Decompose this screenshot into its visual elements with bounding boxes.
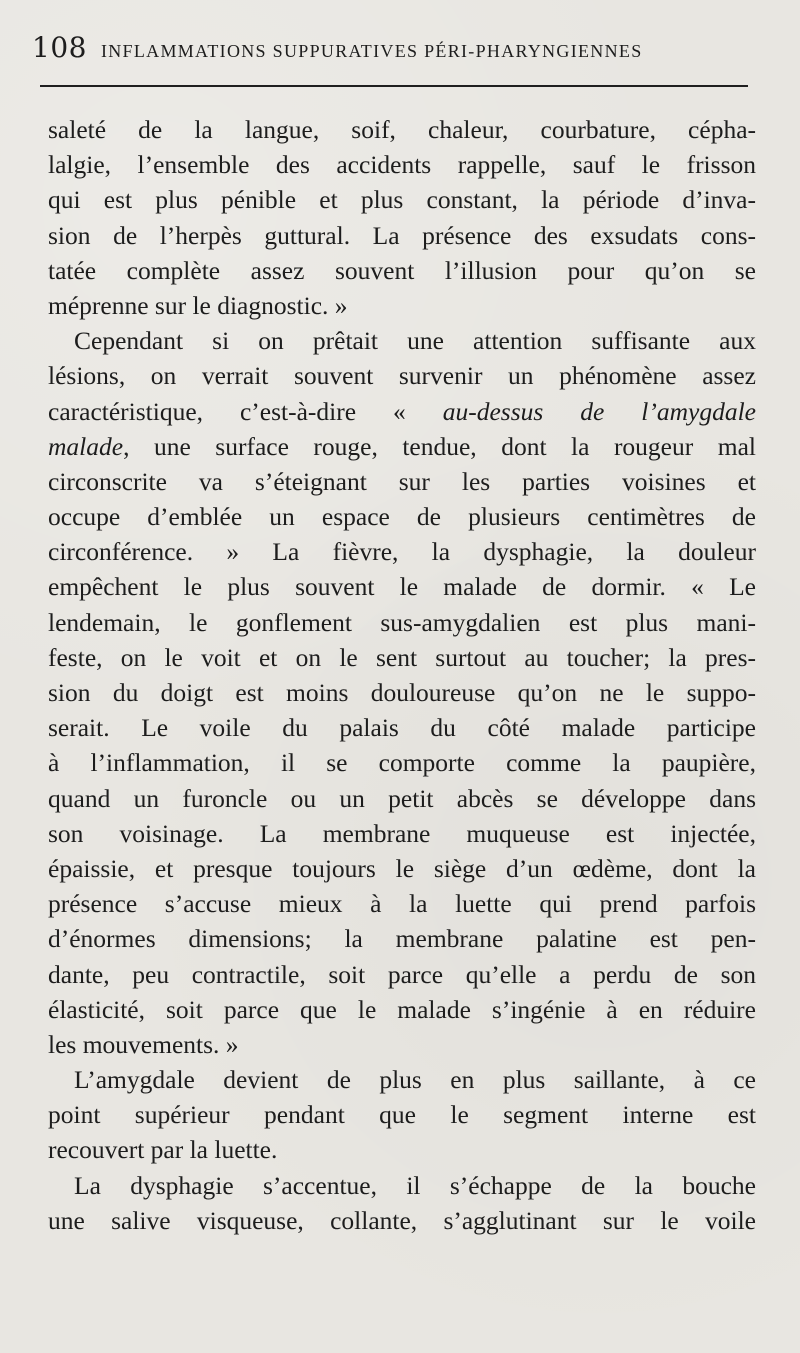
text-line: serait. Le voile du palais du côté malade participe <box>48 713 756 743</box>
text-line: épaissie, et presque toujours le siège d’un œdème, dont la <box>48 853 756 883</box>
text-line: quand un furoncle ou un petit abcès se développe dans <box>48 783 756 813</box>
text-line: feste, on le voit et on le sent surtout au toucher; la pres- <box>48 642 756 672</box>
text-line: lalgie, l’ensemble des accidents rappelle, sauf le frisson <box>48 150 756 180</box>
text-line: présence s’accuse mieux à la luette qui prend parfois <box>48 889 756 919</box>
text-line: circonscrite va s’éteignant sur les parties voisines et <box>48 466 756 496</box>
text-line: lésions, on verrait souvent survenir un phénomène assez <box>48 361 756 391</box>
text-line: point supérieur pendant que le segment interne est <box>48 1100 756 1130</box>
line-segment: , une surface rouge, tendue, dont la rougeur mal <box>123 431 756 461</box>
text-line: tatée complète assez souvent l’illusion pour qu’on se <box>48 255 756 285</box>
text-line: dante, peu contractile, soit parce qu’elle a perdu de son <box>48 959 756 989</box>
text-line: lendemain, le gonflement sus-amygdalien est plus mani- <box>48 607 756 637</box>
text-line: sion de l’herpès guttural. La présence des exsudats cons- <box>48 220 756 250</box>
page-header <box>32 33 752 65</box>
text-line: occupe d’emblée un espace de plusieurs centimètres de <box>48 502 756 532</box>
text-line-with-italic <box>48 429 756 464</box>
paragraph-start-line: L’amygdale devient de plus en plus saillante, à ce <box>74 1065 756 1095</box>
text-line: qui est plus pénible et plus constant, la période d’inva- <box>48 185 756 215</box>
paragraph-end-line: les mouvements. » <box>48 1029 239 1059</box>
text-line-with-italic <box>48 394 756 429</box>
body-text <box>48 112 756 1238</box>
text-line: une salive visqueuse, collante, s’agglutinant sur le voile <box>48 1205 756 1235</box>
page-number: 108 <box>32 31 87 64</box>
line-segment: caractéristique, c’est-à-dire « <box>48 396 443 426</box>
paragraph-start-line: La dysphagie s’accentue, il s’échappe de la bouche <box>74 1170 756 1200</box>
text-line: circonférence. » La fièvre, la dysphagie, la douleur <box>48 537 756 567</box>
italic-quotation: malade <box>48 431 124 461</box>
italic-quotation: au-dessus de l’amygdale <box>442 396 756 426</box>
paragraph-start-line: Cependant si on prêtait une attention suffisante aux <box>74 326 756 356</box>
text-line: son voisinage. La membrane muqueuse est injectée, <box>48 818 756 848</box>
running-title: INFLAMMATIONS SUPPURATIVES PÉRI-PHARYNGIENNES <box>100 41 643 61</box>
text-line: saleté de la langue, soif, chaleur, courbature, cépha- <box>48 115 756 144</box>
header-rule <box>40 85 748 87</box>
text-line: élasticité, soit parce que le malade s’ingénie à en réduire <box>48 994 756 1024</box>
text-line: à l’inflammation, il se comporte comme la paupière, <box>48 748 756 778</box>
paragraph-end-line: recouvert par la luette. <box>48 1135 278 1165</box>
text-line: empêchent le plus souvent le malade de dormir. « Le <box>48 572 756 602</box>
text-line: d’énormes dimensions; la membrane palatine est pen- <box>48 924 756 954</box>
paragraph-end-line: méprenne sur le diagnostic. » <box>48 290 348 320</box>
text-line: sion du doigt est moins douloureuse qu’on ne le suppo- <box>48 678 756 707</box>
